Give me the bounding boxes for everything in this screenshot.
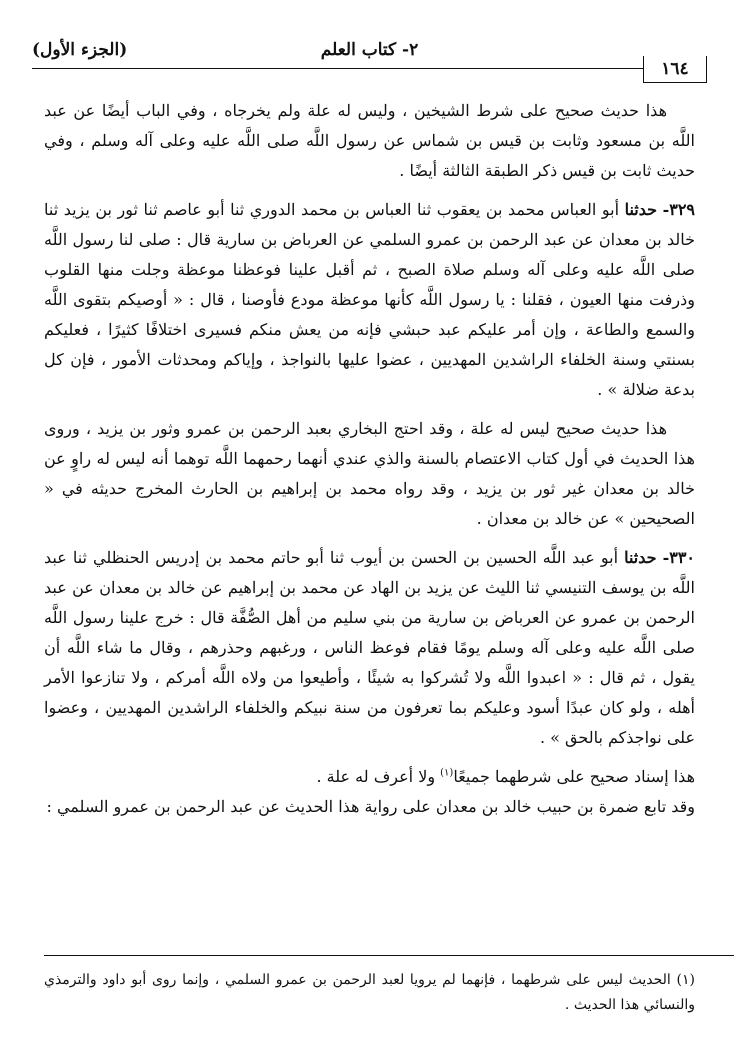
paragraph (44, 96, 695, 186)
main-text (44, 96, 695, 831)
hadith-329 (44, 195, 695, 405)
footnote-reference[interactable]: (١) (440, 767, 454, 779)
volume-label: (الجزء الأول) (32, 40, 128, 60)
hadith-number: ٣٣٠- (662, 548, 695, 567)
footnote-text: الحديث ليس على شرطهما ، فإنهما لم يرويا لعبد الرحمن بن عمرو السلمي ، وإنما روى أبو داود والترمذي والنسائي هذا الحديث . (44, 972, 695, 1013)
paragraph-text-cont: ولا أعرف له علة . (316, 767, 441, 786)
footnote-marker: (١) (676, 972, 695, 988)
hadith-text: أبو العباس محمد بن يعقوب ثنا العباس بن محمد الدوري ثنا أبو عاصم ثنا ثور بن يزيد ثنا خالد بن معدان عن عبد الرحمن بن عمرو السلمي عن العرباض بن سارية قال : صلى لنا رسول اللَّه صلى اللَّه عليه وعلى آله وسلم صلاة الصبح ، ثم أقبل علينا فوعظنا موعظة وجلت منها القلوب وذرفت منها العيون ، فقلنا : يا رسول اللَّه كأنها موعظة مودع فأوصنا ، قال : « أوصيكم بتقوى اللَّه والسمع والطاعة ، وإن أمر عليكم عبد حبشي فإنه من يعش منكم فسيرى اختلافًا كثيرًا ، فعليكم بسنتي وسنة الخلفاء الراشدين المهديين ، عضوا عليها بالنواجذ ، وإياكم ومحدثات الأمور ، فإن كل بدعة ضلالة » . (44, 200, 696, 399)
page-header (32, 40, 707, 70)
hadith-number: ٣٢٩- (662, 200, 696, 219)
hadith-330 (44, 543, 695, 753)
paragraph (44, 414, 695, 534)
hadith-lead: حدثنا (624, 548, 657, 567)
chapter-title: ٢- كتاب العلم (320, 40, 419, 60)
paragraph-text: هذا إسناد صحيح على شرطهما جميعًا (453, 767, 695, 786)
paragraph (44, 792, 695, 822)
page-number: ١٦٤ (643, 56, 707, 83)
footnote-rule (44, 955, 734, 956)
footnote (44, 968, 695, 1018)
paragraph-text: وقد تابع ضمرة بن حبيب خالد بن معدان على رواية هذا الحديث عن عبد الرحمن بن عمرو السلمي : (46, 797, 695, 816)
header-rule (32, 68, 707, 69)
hadith-text: أبو عبد اللَّه الحسين بن الحسن بن أيوب ثنا أبو حاتم محمد بن إدريس الحنظلي ثنا عبد اللَّه بن يوسف التنيسي ثنا الليث عن يزيد بن الهاد عن محمد بن إبراهيم عن خالد بن معدان عن عبد الرحمن بن عمرو عن العرباض بن سارية من بني سليم من أهل الصُّفَّة قال : خرج علينا رسول اللَّه صلى اللَّه عليه وعلى آله وسلم يومًا فقام فوعظ الناس ، ورغبهم وحذرهم ، وقال ما شاء اللَّه أن يقول ، ثم قال : « اعبدوا اللَّه ولا تُشركوا به شيئًا ، وأطيعوا من ولاه اللَّه أمركم ، ولا تنازعوا الأمر أهله ، ولو كان عبدًا أسود وعليكم بما تعرفون من سنة نبيكم والخلفاء الراشدين المهديين ، وعضوا على نواجذكم بالحق » . (44, 548, 696, 747)
paragraph-text: هذا حديث صحيح على شرط الشيخين ، وليس له علة ولم يخرجاه ، وفي الباب أيضًا عن عبد اللَّه بن مسعود وثابت بن قيس بن شماس عن رسول اللَّه صلى اللَّه عليه وعلى آله وسلم ، وفي حديث ثابت بن قيس ذكر الطبقة الثالثة أيضًا . (44, 101, 695, 180)
hadith-lead: حدثنا (624, 200, 658, 219)
paragraph-text: هذا حديث صحيح ليس له علة ، وقد احتج البخاري بعبد الرحمن بن عمرو وثور بن يزيد ، وروى هذا الحديث في أول كتاب الاعتصام بالسنة والذي عندي أنهما رحمهما اللَّه توهما أنه ليس له راوٍ عن خالد بن معدان غير ثور بن يزيد ، وقد رواه محمد بن إبراهيم بن الحارث المخرج حديثه في « الصحيحين » عن خالد بن معدان . (44, 419, 695, 528)
paragraph (44, 762, 695, 792)
